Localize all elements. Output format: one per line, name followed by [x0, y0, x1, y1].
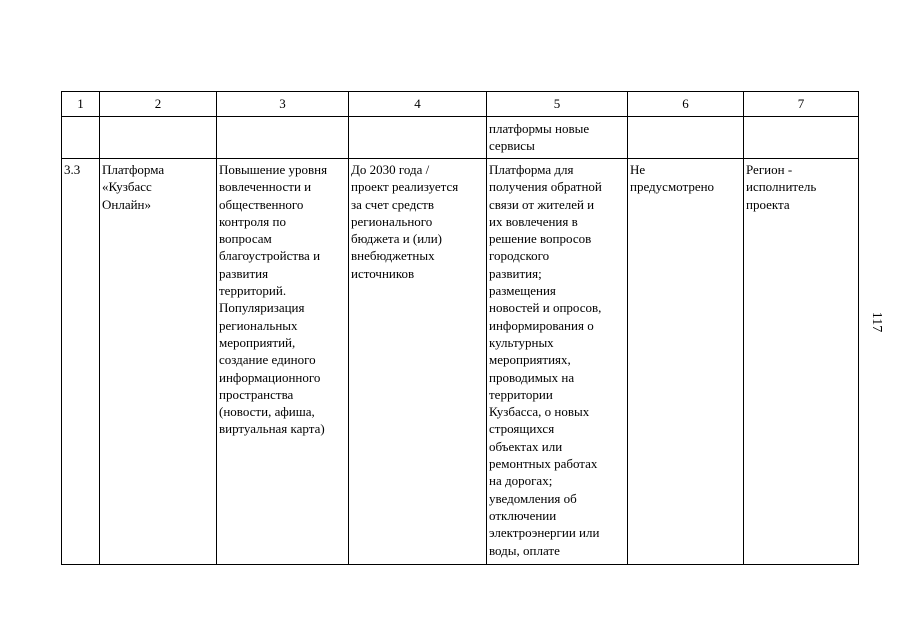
project-description-cell: Платформа для получения обратной связи от жителей и их вовлечения в решение вопросов городского развития; размещения новостей и опросов, информирования о культурных мероприятиях, проводимых на территории Кузбасса, о новых строящихся объектах или ремонтных работах на дорогах; уведомления об отключении электроэнергии или воды, оплате	[487, 159, 628, 565]
header-cell-5: 5	[487, 92, 628, 117]
continuation-cell-3	[217, 117, 349, 159]
document-table	[61, 91, 859, 565]
header-cell-2: 2	[100, 92, 217, 117]
table-row	[62, 159, 859, 565]
continuation-cell-6	[628, 117, 744, 159]
header-cell-1: 1	[62, 92, 100, 117]
header-cell-4: 4	[349, 92, 487, 117]
project-provision-cell: Не предусмотрено	[628, 159, 744, 565]
header-row	[62, 92, 859, 117]
continuation-row	[62, 117, 859, 159]
continuation-cell-1	[62, 117, 100, 159]
project-responsible-cell: Регион - исполнитель проекта	[744, 159, 859, 565]
continuation-cell-7	[744, 117, 859, 159]
page-number: 117	[869, 311, 884, 333]
header-cell-7: 7	[744, 92, 859, 117]
header-cell-3: 3	[217, 92, 349, 117]
row-number-cell: 3.3	[62, 159, 100, 565]
continuation-cell-5: платформы новые сервисы	[487, 117, 628, 159]
continuation-cell-4	[349, 117, 487, 159]
project-goal-cell: Повышение уровня вовлеченности и общественного контроля по вопросам благоустройства и развития территорий. Популяризация региональных мероприятий, создание единого информационного пространства (новости, афиша, виртуальная карта)	[217, 159, 349, 565]
header-cell-6: 6	[628, 92, 744, 117]
continuation-cell-2	[100, 117, 217, 159]
project-name-cell: Платформа «Кузбасс Онлайн»	[100, 159, 217, 565]
project-term-cell: До 2030 года / проект реализуется за счет средств регионального бюджета и (или) внебюджетных источников	[349, 159, 487, 565]
